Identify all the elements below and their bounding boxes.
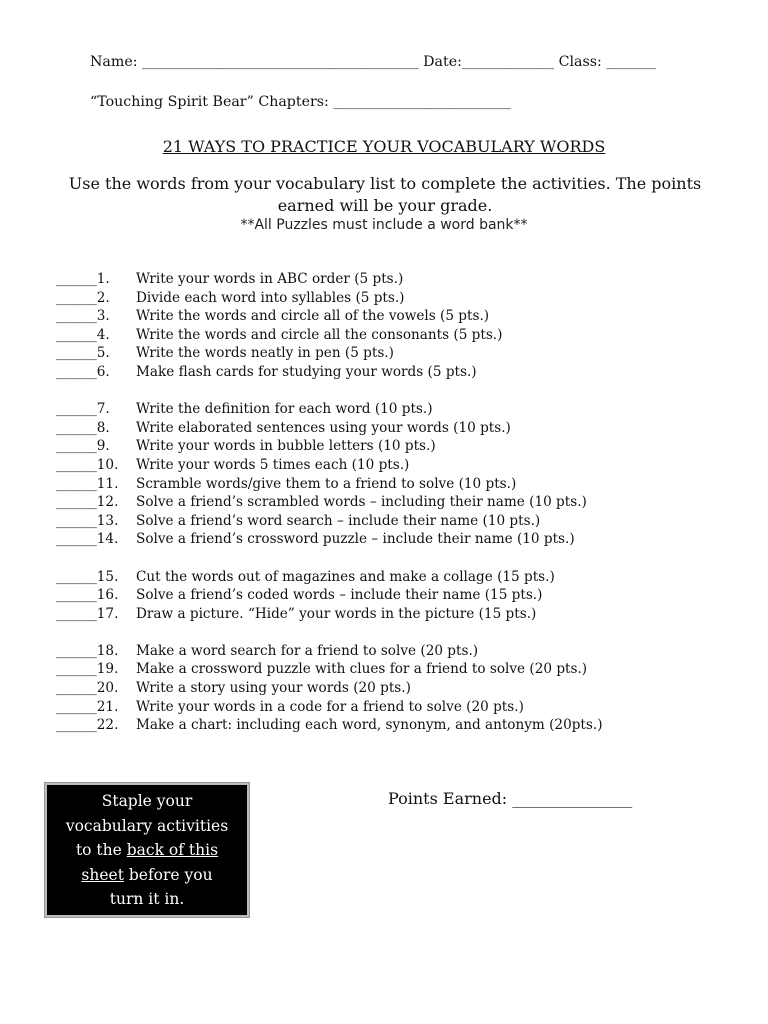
intro-text: Use the words from your vocabulary list to complete the activities. The points earned will be your grade. xyxy=(68,174,702,215)
list-item xyxy=(56,605,756,624)
staple-underlined-text: back of this xyxy=(126,841,219,859)
staple-line xyxy=(45,863,249,888)
score-blank: ______4. xyxy=(56,326,110,343)
word-bank-note: **All Puzzles must include a word bank** xyxy=(240,217,528,233)
score-blank: ______5. xyxy=(56,345,110,362)
activity-text: Make a chart: including each word, synonym, and antonym (20pts.) xyxy=(136,717,603,734)
activity-text: Draw a picture. “Hide” your words in the picture (15 pts.) xyxy=(136,605,537,622)
staple-instructions-box xyxy=(44,782,250,918)
activity-text: Solve a friend’s scrambled words – including their name (10 pts.) xyxy=(136,494,587,511)
activity-text: Write elaborated sentences using your words (10 pts.) xyxy=(136,419,511,436)
staple-line: vocabulary activities xyxy=(65,816,229,835)
list-item xyxy=(56,456,756,475)
list-item xyxy=(56,530,756,549)
chapters-line: “Touching Spirit Bear” Chapters: _________________________ xyxy=(90,94,511,110)
list-item xyxy=(56,400,756,419)
activity-text: Solve a friend’s crossword puzzle – include their name (10 pts.) xyxy=(136,531,575,548)
score-blank: ______17. xyxy=(56,605,119,622)
score-blank: ______7. xyxy=(56,401,110,418)
list-item xyxy=(56,437,756,456)
score-blank: ______21. xyxy=(56,698,119,715)
staple-line: Staple your xyxy=(101,792,193,810)
activity-text: Write a story using your words (20 pts.) xyxy=(136,680,411,697)
list-item xyxy=(56,419,756,438)
activity-text: Make a crossword puzzle with clues for a friend to solve (20 pts.) xyxy=(136,661,588,678)
list-item xyxy=(56,679,756,698)
score-blank: ______14. xyxy=(56,531,119,548)
staple-text: to the xyxy=(75,841,127,859)
staple-text: before you xyxy=(123,865,213,884)
activity-text: Write the words and circle all of the vowels (5 pts.) xyxy=(136,308,490,325)
activity-text: Solve a friend’s coded words – include their name (15 pts.) xyxy=(136,587,543,604)
list-item xyxy=(56,363,756,382)
activity-text: Write your words in bubble letters (10 pts.) xyxy=(136,438,436,455)
activity-text: Write the words and circle all the consonants (5 pts.) xyxy=(136,326,503,343)
list-item xyxy=(56,289,756,308)
list-item xyxy=(56,326,756,345)
group-spacer xyxy=(56,549,756,568)
list-item xyxy=(56,698,756,717)
list-item xyxy=(56,586,756,605)
activity-text: Write your words 5 times each (10 pts.) xyxy=(136,456,410,473)
list-item xyxy=(56,493,756,512)
score-blank: ______2. xyxy=(56,289,110,306)
group-spacer xyxy=(56,623,756,642)
score-blank: ______15. xyxy=(56,568,119,585)
score-blank: ______1. xyxy=(56,271,110,287)
score-blank: ______13. xyxy=(56,512,119,529)
activity-text: Write your words in ABC order (5 pts.) xyxy=(136,271,404,287)
activity-list xyxy=(56,270,756,735)
name-date-class-line: Name: _______________________________________ Date:_____________ Class: _______ xyxy=(90,54,656,70)
score-blank: ______12. xyxy=(56,494,119,511)
score-blank: ______6. xyxy=(56,363,110,380)
score-blank: ______9. xyxy=(56,438,110,455)
list-item xyxy=(56,660,756,679)
list-item xyxy=(56,568,756,587)
staple-underlined-text: sheet xyxy=(81,865,124,884)
score-blank: ______18. xyxy=(56,642,119,659)
staple-line xyxy=(45,838,249,863)
score-blank: ______3. xyxy=(56,308,110,325)
score-blank: ______22. xyxy=(56,717,119,734)
activity-text: Solve a friend’s word search – include their name (10 pts.) xyxy=(136,512,541,529)
list-item xyxy=(56,512,756,531)
activity-text: Write your words in a code for a friend to solve (20 pts.) xyxy=(136,698,524,715)
score-blank: ______19. xyxy=(56,661,119,678)
list-item xyxy=(56,642,756,661)
activity-text: Scramble words/give them to a friend to solve (10 pts.) xyxy=(136,475,517,492)
activity-text: Cut the words out of magazines and make a collage (15 pts.) xyxy=(136,568,555,585)
list-item xyxy=(56,270,756,289)
activity-text: Write the words neatly in pen (5 pts.) xyxy=(136,345,394,362)
points-earned-field: Points Earned: _______________ xyxy=(388,789,633,808)
score-blank: ______8. xyxy=(56,419,110,436)
activity-text: Make a word search for a friend to solve (20 pts.) xyxy=(136,642,479,659)
group-spacer xyxy=(56,382,756,401)
score-blank: ______10. xyxy=(56,456,119,473)
activity-text: Divide each word into syllables (5 pts.) xyxy=(136,289,405,306)
activity-text: Write the definition for each word (10 pts.) xyxy=(136,401,433,418)
activity-text: Make flash cards for studying your words (5 pts.) xyxy=(136,363,477,380)
list-item xyxy=(56,307,756,326)
score-blank: ______11. xyxy=(56,475,119,492)
list-item xyxy=(56,344,756,363)
page-title: 21 WAYS TO PRACTICE YOUR VOCABULARY WORDS xyxy=(162,137,606,156)
list-item xyxy=(56,716,756,735)
list-item xyxy=(56,475,756,494)
score-blank: ______20. xyxy=(56,680,119,697)
staple-line: turn it in. xyxy=(109,890,185,908)
score-blank: ______16. xyxy=(56,587,119,604)
